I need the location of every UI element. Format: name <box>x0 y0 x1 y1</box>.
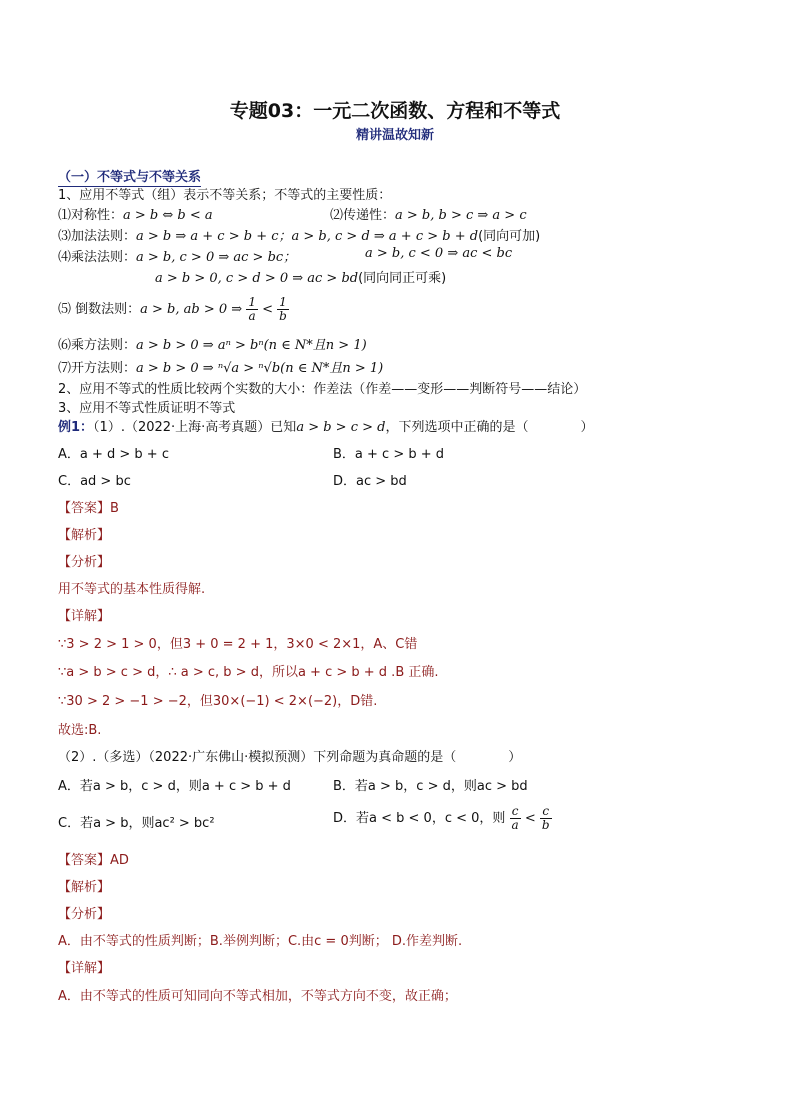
detail-line-4: A．由不等式的性质可知同向不等式相加，不等式方向不变，故正确； <box>58 989 457 1004</box>
detail-line-3: ∵30 > 2 > −1 > −2，但30×(−1) < 2×(−2)，D错. <box>58 694 378 709</box>
example-1-question-1: 例1：（1）.（2022·上海·高考真题）已知a > b > c > d，下列选项中正确的是（ ） <box>58 420 594 435</box>
q2-option-d: D．若a < b < 0，c < 0，则 $\frac{c}{a}$ < $\frac{c}{b}$ <box>333 804 550 832</box>
knowledge-item-3: 3、应用不等式性质证明不等式 <box>58 401 236 416</box>
conclusion: 故选:B. <box>58 723 102 738</box>
fenxi-label: 【分析】 <box>58 555 111 570</box>
property-1: ⑴对称性：a > b ⇔ b < a <box>58 208 213 223</box>
q2-option-a: A．若a > b，c > d，则a + c > b + d <box>58 779 291 794</box>
property-7: ⑺开方法则：a > b > 0 ⇒ ⁿ√a > ⁿ√b(n ∈ N*且n > 1) <box>58 361 384 376</box>
property-4: ⑷乘法法则：a > b, c > 0 ⇒ ac > bc； <box>58 250 297 265</box>
property-6: ⑹乘方法则：a > b > 0 ⇒ aⁿ > bⁿ(n ∈ N*且n > 1) <box>58 338 367 353</box>
fraction-1-over-b: $\frac{1}{b}$ <box>279 295 287 323</box>
property-4c: a > b > 0, c > d > 0 ⇒ ac > bd(同向同正可乘) <box>155 271 447 286</box>
analysis-label-2: 【解析】 <box>58 880 111 895</box>
option-b: B．a + c > b + d <box>333 447 445 462</box>
example-1-question-2: （2）.（多选）（2022·广东佛山·模拟预测）下列命题为真命题的是（ ） <box>58 750 522 765</box>
detail-line-1: ∵3 > 2 > 1 > 0，但3 + 0 = 2 + 1，3×0 < 2×1，A、C错 <box>58 637 418 652</box>
answer-label-2: 【答案】AD <box>58 853 129 868</box>
fraction-c-over-a: $\frac{c}{a}$ <box>511 804 519 832</box>
option-c: C．ad > bc <box>58 474 131 489</box>
page-subtitle: 精讲温故知新 <box>355 128 434 143</box>
option-d: D．ac > bd <box>333 474 407 489</box>
page-title: 专题03：一元二次函数、方程和不等式 <box>229 100 561 122</box>
detail-label: 【详解】 <box>58 609 111 624</box>
fraction-1-over-a: $\frac{1}{a}$ <box>248 295 256 323</box>
property-5: ⑸ 倒数法则：a > b, ab > 0 ⇒ $\frac{1}{a}$ < $\frac{1}{b}$ <box>58 295 287 323</box>
fenxi-text: 用不等式的基本性质得解. <box>58 582 206 597</box>
fenxi-text-2: A．由不等式的性质判断；B.举例判断；C.由c = 0判断； D.作差判断. <box>58 934 463 949</box>
knowledge-item-2: 2、应用不等式的性质比较两个实数的大小：作差法（作差——变形——判断符号——结论） <box>58 382 587 397</box>
q2-option-b: B．若a > b，c > d，则ac > bd <box>333 779 528 794</box>
q2-option-c: C．若a > b，则ac² > bc² <box>58 816 215 831</box>
knowledge-intro: 1、应用不等式（组）表示不等关系；不等式的主要性质： <box>58 188 392 203</box>
property-2: ⑵传递性：a > b, b > c ⇒ a > c <box>330 208 527 223</box>
detail-label-2: 【详解】 <box>58 961 111 976</box>
section-heading: （一）不等式与不等关系 <box>58 170 202 185</box>
property-4b: a > b, c < 0 ⇒ ac < bc <box>365 246 513 261</box>
fraction-c-over-b: $\frac{c}{b}$ <box>541 804 550 832</box>
answer-label: 【答案】B <box>58 501 119 516</box>
detail-line-2: ∵a > b > c > d，∴ a > c, b > d，所以a + c > b + d .B 正确. <box>58 665 439 680</box>
option-a: A．a + d > b + c <box>58 447 169 462</box>
property-3: ⑶加法法则：a > b ⇒ a + c > b + c；a > b, c > d ⇒ a + c > b + d(同向可加) <box>58 229 541 244</box>
analysis-label: 【解析】 <box>58 528 111 543</box>
fenxi-label-2: 【分析】 <box>58 907 111 922</box>
